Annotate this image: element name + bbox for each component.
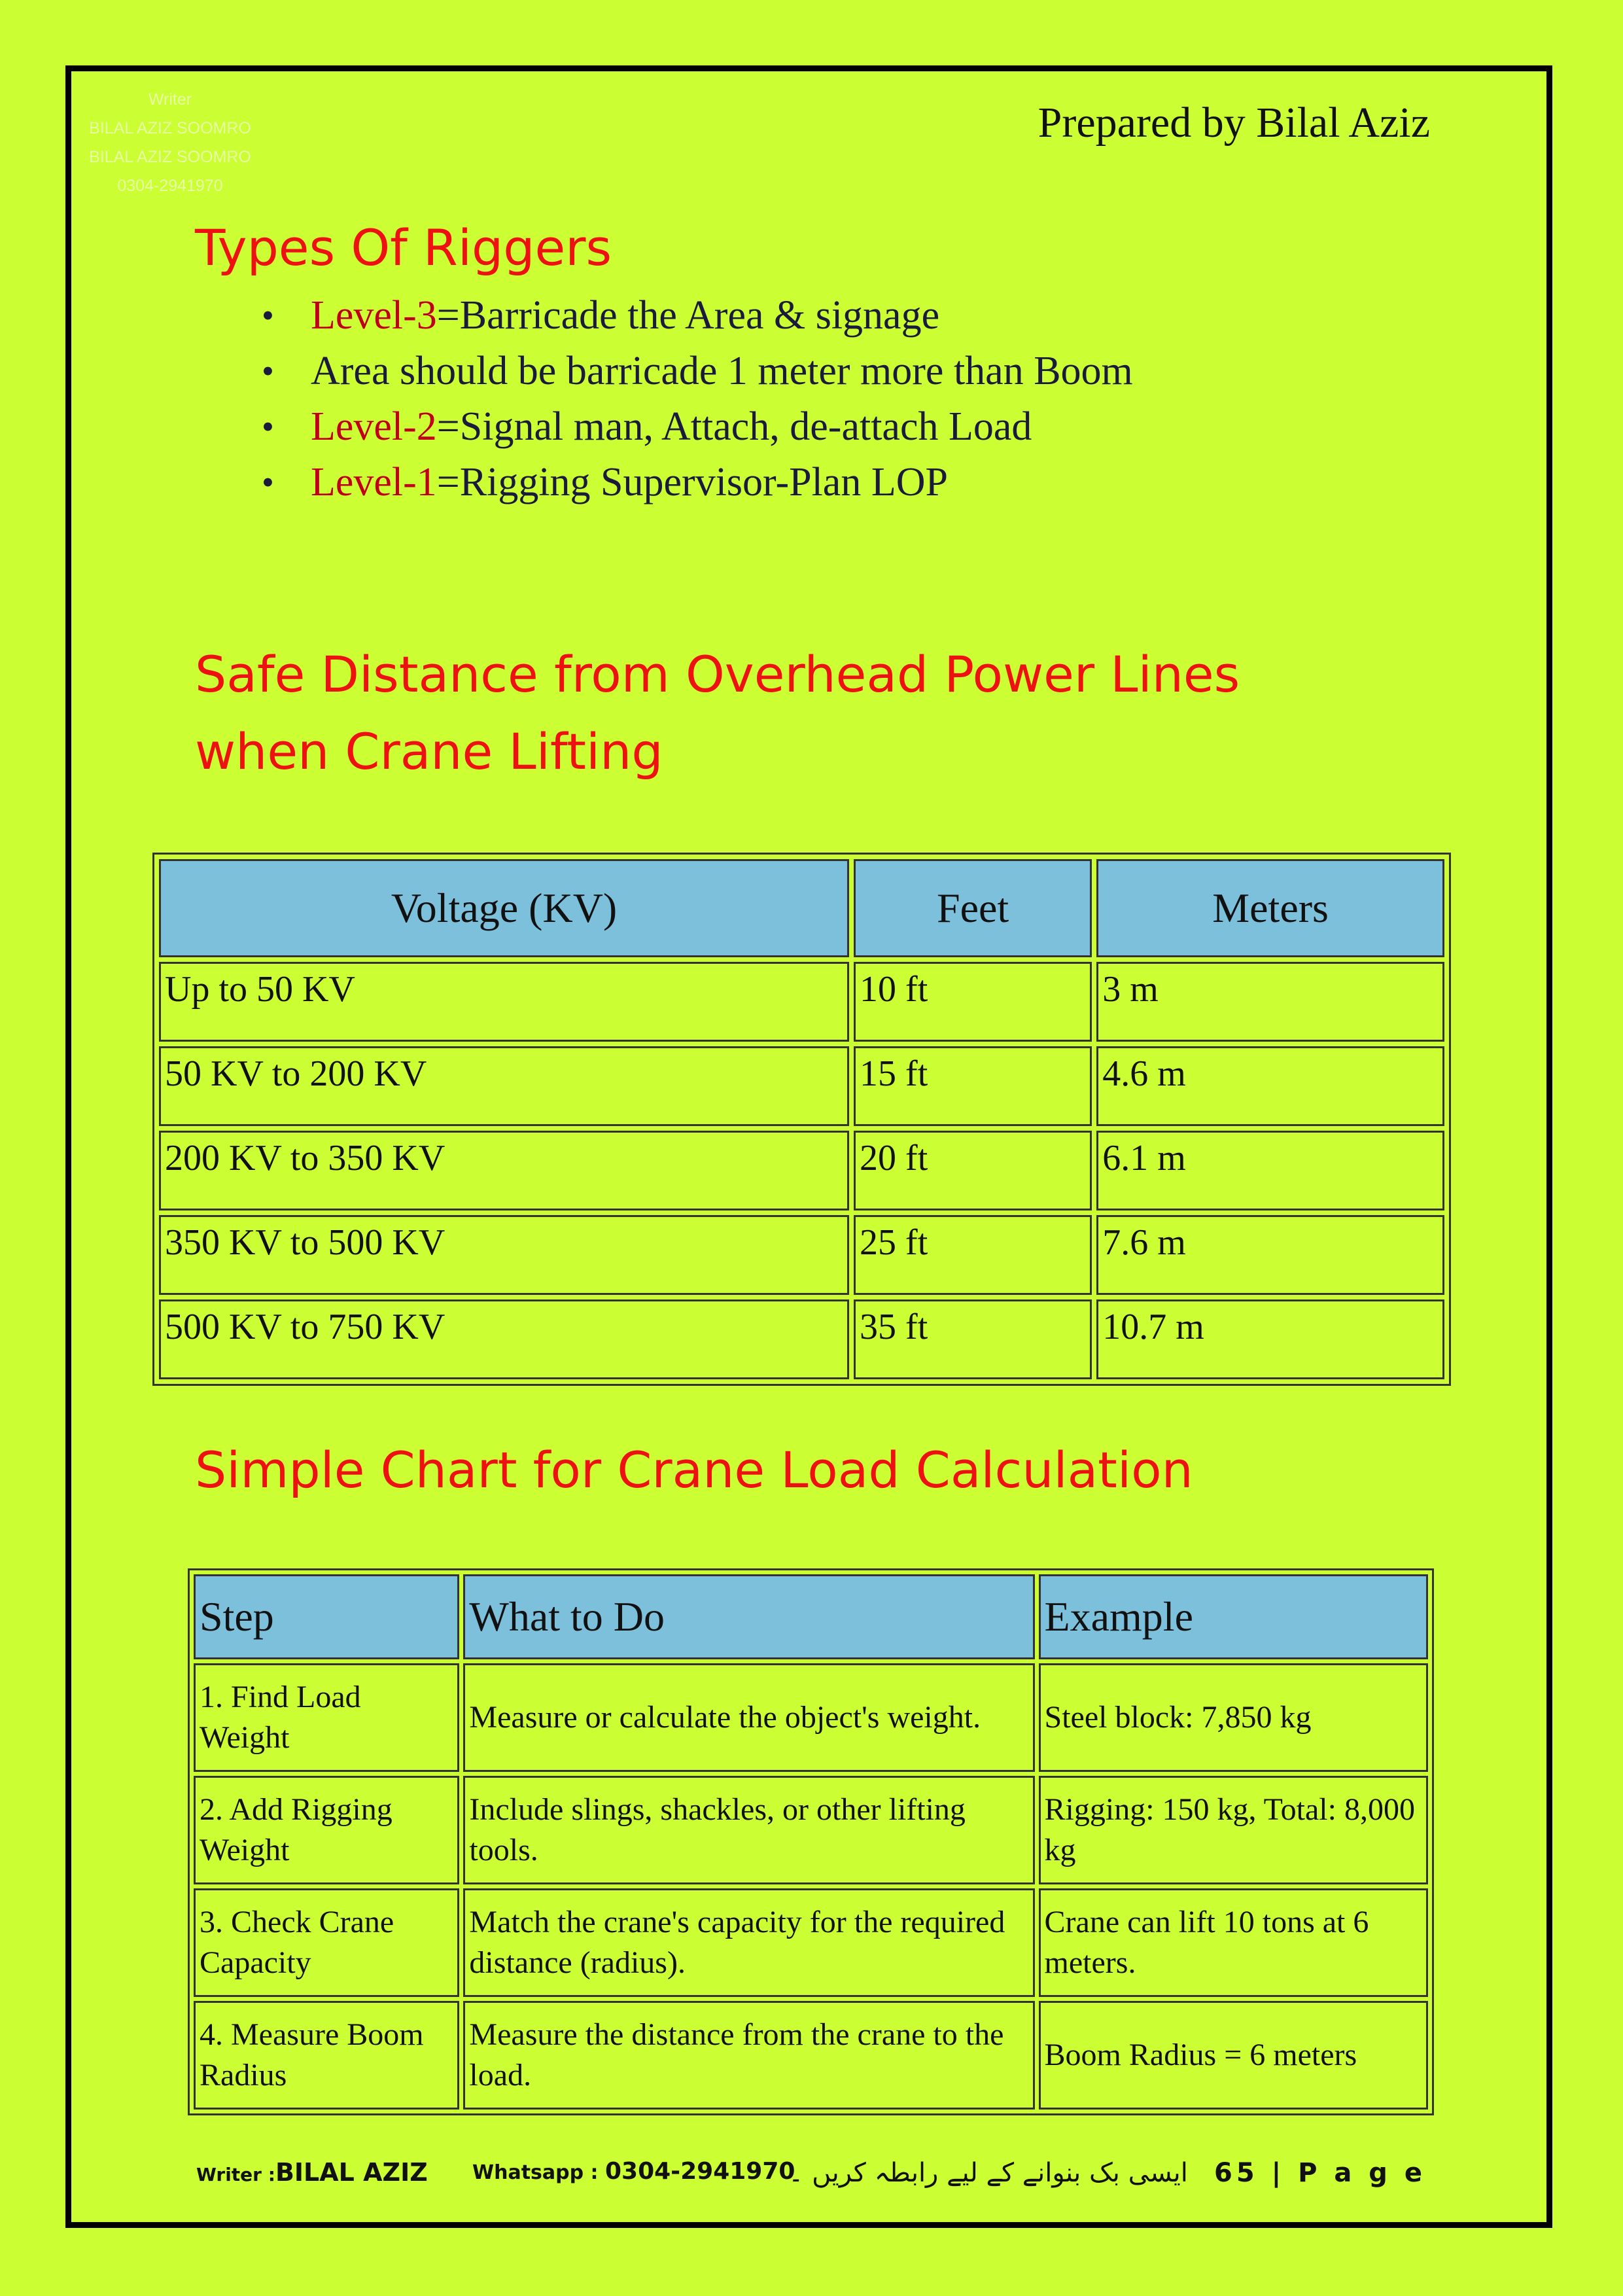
level-label: Level-3 [311, 293, 437, 338]
watermark-line: Writer [148, 90, 192, 109]
distance-title-line1: Safe Distance from Overhead Power Lines [195, 645, 1240, 703]
table-row [159, 1215, 1444, 1295]
table-cell: Match the crane's capacity for the required distance (radius). [463, 1888, 1034, 1997]
table-row [194, 1776, 1428, 1884]
page-number-value: 65 [1214, 2158, 1259, 2188]
table-cell: 10.7 m [1096, 1299, 1444, 1379]
table-cell: 20 ft [854, 1131, 1092, 1210]
table-cell: 3. Check Crane Capacity [194, 1888, 459, 1997]
writer-label: Writer : [196, 2164, 275, 2185]
page-footer [196, 2158, 1426, 2204]
riggers-list [262, 288, 1133, 510]
table-cell: 15 ft [854, 1046, 1092, 1126]
list-item [262, 344, 1133, 399]
table-cell: 3 m [1096, 962, 1444, 1042]
item-text: Area should be barricade 1 meter more than Boom [311, 349, 1133, 393]
level-label: Level-2 [311, 404, 437, 449]
table-cell: 35 ft [854, 1299, 1092, 1379]
table-cell: Include slings, shackles, or other lifting tools. [463, 1776, 1034, 1884]
table-header-row [159, 859, 1444, 957]
table-cell: 200 KV to 350 KV [159, 1131, 849, 1210]
item-text: =Rigging Supervisor-Plan LOP [436, 460, 948, 504]
table-row [159, 962, 1444, 1042]
distance-title-line2: when Crane Lifting [195, 722, 663, 781]
watermark [72, 85, 268, 200]
list-item [262, 455, 1133, 510]
page-label: | P a g e [1271, 2158, 1426, 2188]
riggers-title: Types Of Riggers [195, 219, 612, 277]
table-cell: 50 KV to 200 KV [159, 1046, 849, 1126]
table-cell: 4. Measure Boom Radius [194, 2001, 459, 2110]
table-cell: 2. Add Rigging Weight [194, 1776, 459, 1884]
table-cell: 1. Find Load Weight [194, 1663, 459, 1772]
watermark-line: BILAL AZIZ SOOMRO [89, 148, 251, 166]
table-cell: Crane can lift 10 tons at 6 meters. [1039, 1888, 1428, 1997]
footer-urdu-note: ایسی بک بنوانے کے لیے رابطہ کریں ۔ [788, 2158, 1188, 2188]
column-header: Example [1039, 1574, 1428, 1659]
watermark-line: 0304-2941970 [117, 177, 223, 195]
whatsapp-number: 0304-2941970 [604, 2158, 795, 2185]
table-cell: 350 KV to 500 KV [159, 1215, 849, 1295]
table-cell: 500 KV to 750 KV [159, 1299, 849, 1379]
whatsapp-label: Whatsapp : [472, 2161, 605, 2184]
item-text: =Barricade the Area & signage [436, 293, 940, 338]
level-label: Level-1 [311, 460, 437, 504]
table-cell: Measure the distance from the crane to the load. [463, 2001, 1034, 2110]
table-cell: Steel block: 7,850 kg [1039, 1663, 1428, 1772]
list-item [262, 288, 1133, 344]
item-text: =Signal man, Attach, de-attach Load [436, 404, 1032, 449]
table-row [194, 1663, 1428, 1772]
column-header: What to Do [463, 1574, 1034, 1659]
table-cell: Rigging: 150 kg, Total: 8,000 kg [1039, 1776, 1428, 1884]
column-header: Meters [1096, 859, 1444, 957]
distance-table [152, 853, 1451, 1386]
column-header: Step [194, 1574, 459, 1659]
table-row [159, 1299, 1444, 1379]
table-cell: 4.6 m [1096, 1046, 1444, 1126]
column-header: Voltage (KV) [159, 859, 849, 957]
table-cell: Boom Radius = 6 meters [1039, 2001, 1428, 2110]
distance-title [195, 636, 1240, 790]
table-cell: 10 ft [854, 962, 1092, 1042]
list-item [262, 399, 1133, 455]
watermark-line: BILAL AZIZ SOOMRO [89, 119, 251, 137]
page-number [1214, 2158, 1426, 2188]
table-cell: Measure or calculate the object's weight. [463, 1663, 1034, 1772]
table-row [194, 2001, 1428, 2110]
load-title: Simple Chart for Crane Load Calculation [195, 1441, 1193, 1499]
table-cell: 6.1 m [1096, 1131, 1444, 1210]
table-row [159, 1131, 1444, 1210]
load-table [188, 1568, 1434, 2115]
table-cell: 25 ft [854, 1215, 1092, 1295]
table-header-row [194, 1574, 1428, 1659]
footer-writer [196, 2158, 428, 2187]
table-row [159, 1046, 1444, 1126]
prepared-by: Prepared by Bilal Aziz [1038, 99, 1430, 147]
table-cell: 7.6 m [1096, 1215, 1444, 1295]
table-row [194, 1888, 1428, 1997]
table-cell: Up to 50 KV [159, 962, 849, 1042]
footer-whatsapp [472, 2158, 795, 2185]
column-header: Feet [854, 859, 1092, 957]
writer-name: BILAL AZIZ [275, 2158, 428, 2187]
